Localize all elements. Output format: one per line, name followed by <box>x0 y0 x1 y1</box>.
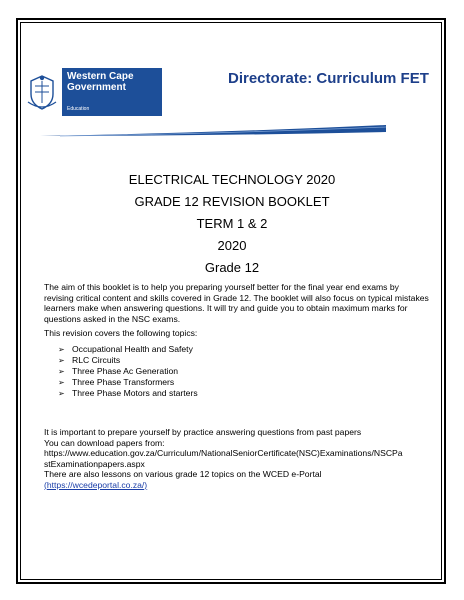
arrow-bullet-icon: ➢ <box>58 389 65 398</box>
logo-subtitle: Education <box>67 106 90 112</box>
arrow-bullet-icon: ➢ <box>58 378 65 387</box>
topics-intro: This revision covers the following topics: <box>44 328 198 338</box>
download-url-1: https://www.education.gov.za/Curriculum/NationalSeniorCertificate(NSC)Examinations/NSCPa <box>44 448 403 458</box>
footer-line-2: You can download papers from: <box>44 437 165 448</box>
logo-line-2: Government <box>67 82 126 93</box>
topic-label: Three Phase Transformers <box>72 377 175 387</box>
list-item <box>58 344 198 355</box>
directorate-heading: Directorate: Curriculum FET <box>228 70 429 87</box>
download-url-2: stExaminationpapers.aspx <box>44 458 145 469</box>
topics-list <box>58 344 198 399</box>
list-item <box>58 388 198 399</box>
logo-text-panel <box>62 68 162 116</box>
footer-line-1: It is important to prepare yourself by practice answering questions from past papers <box>44 427 362 437</box>
wcg-logo <box>22 68 162 116</box>
footer-line-3: There are also lessons on various grade 12 topics on the WCED e-Portal <box>44 469 322 479</box>
eportal-link[interactable]: (https://wcedeportal.co.za/) <box>44 479 148 490</box>
logo-line-1: Western Cape <box>67 71 134 82</box>
list-item <box>58 355 198 366</box>
intro-paragraph: The aim of this booklet is to help you preparing yourself better for the final year end exams by revising critical content and skills covered in Grade 12. The booklet will also focus on typical mistakes learners make when answering questions. It will try and guide you to obtain maximum marks for questions asked in the NSC exams. <box>44 282 429 324</box>
topic-label: Three Phase Ac Generation <box>72 366 179 376</box>
topic-label: Three Phase Motors and starters <box>72 388 198 398</box>
topic-label: RLC Circuits <box>72 355 121 365</box>
footer-block <box>44 427 430 490</box>
decorative-swoosh <box>40 124 386 138</box>
title-term: TERM 1 & 2 <box>196 216 268 231</box>
arrow-bullet-icon: ➢ <box>58 345 65 354</box>
topic-label: Occupational Health and Safety <box>72 344 193 354</box>
title-grade: Grade 12 <box>204 260 260 275</box>
list-item <box>58 377 198 388</box>
title-booklet: GRADE 12 REVISION BOOKLET <box>134 194 330 209</box>
arrow-bullet-icon: ➢ <box>58 367 65 376</box>
list-item <box>58 366 198 377</box>
title-year: 2020 <box>217 238 247 253</box>
coat-of-arms-icon <box>22 68 62 116</box>
title-course: ELECTRICAL TECHNOLOGY 2020 <box>128 172 336 187</box>
arrow-bullet-icon: ➢ <box>58 356 65 365</box>
